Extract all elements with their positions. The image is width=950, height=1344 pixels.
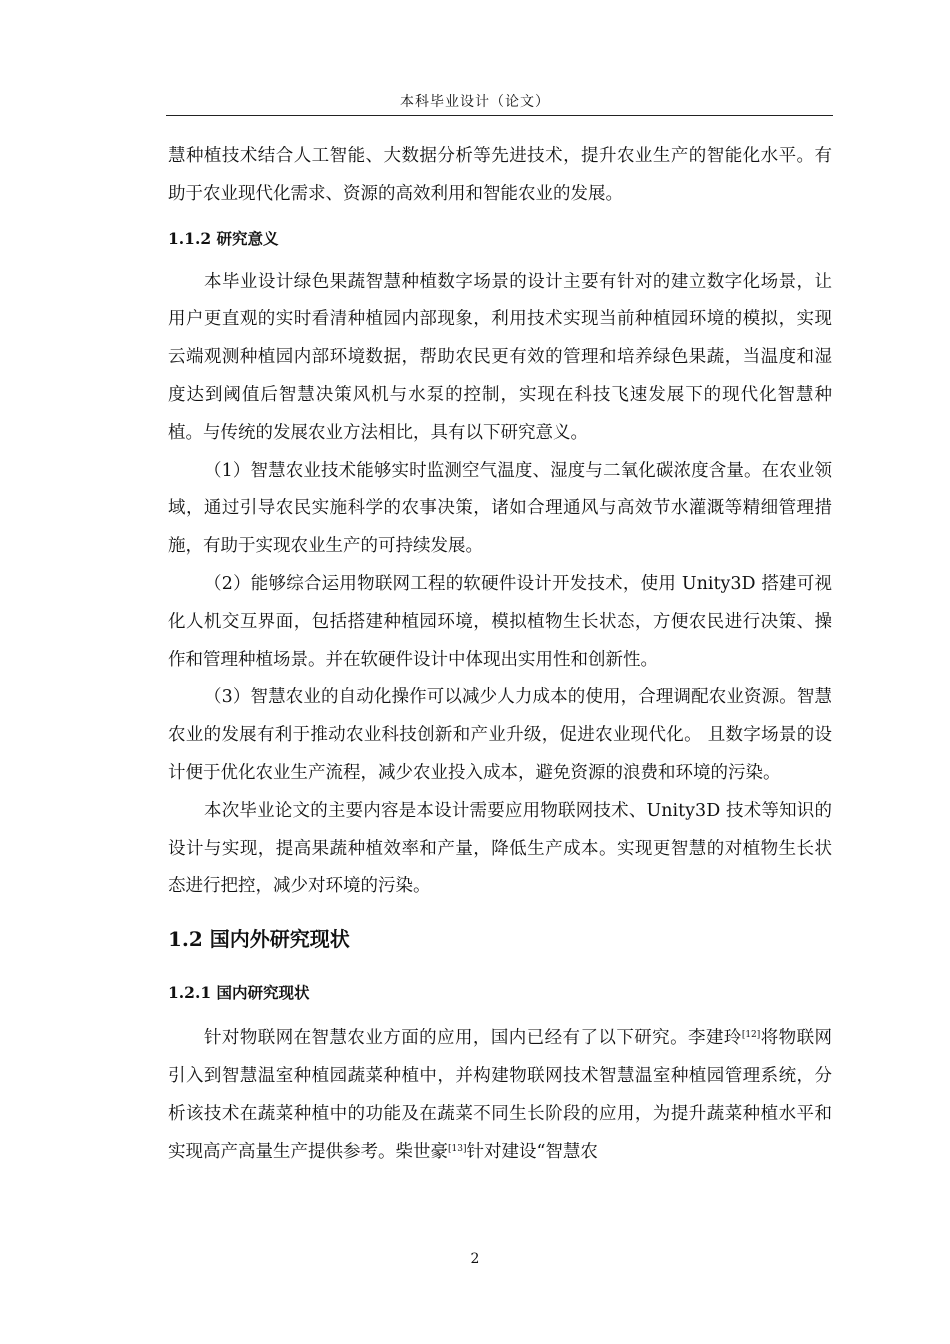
paragraph-significance: 本毕业设计绿色果蔬智慧种植数字场景的设计主要有针对的建立数字化场景，让用户更直观的实时看清种植园内部现象，利用技术实现当前种植园环境的模拟，实现云端观测种植园内部环境数据，帮助农民更有效的管理和培养绿色果蔬，当温度和湿度达到阈值后智慧决策风机与水泵的控制，实现在科技飞速发展下的现代化智慧种植。与传统的发展农业方法相比，具有以下研究意义。 — [168, 271, 832, 443]
paragraph-domestic-research — [168, 1020, 832, 1171]
citation-13[interactable]: [13] — [448, 1143, 467, 1154]
running-header: 本科毕业设计（论文） — [400, 94, 550, 110]
paragraph-point-3: （3）智慧农业的自动化操作可以减少人力成本的使用，合理调配农业资源。智慧农业的发展有利于推动农业科技创新和产业升级，促进农业现代化。 且数字场景的设计便于优化农业生产流程，减少农业投入成本，避免资源的浪费和环境的污染。 — [168, 687, 832, 783]
paragraph-continued: 慧种植技术结合人工智能、大数据分析等先进技术，提升农业生产的智能化水平。有助于农业现代化需求、资源的高效利用和智能农业的发展。 — [168, 146, 832, 204]
text-run: 将物联网引入到智慧温室种植园蔬菜种植中，并构建物联网技术智慧温室种植园管理系统，分析该技术在蔬菜种植中的功能及在蔬菜不同生长阶段的应用，为提升蔬菜种植水平和实现高产高量生产提供参考。柴世豪 — [168, 1028, 833, 1162]
citation-12[interactable]: [12] — [741, 1030, 761, 1041]
section-heading-1-2: 1.2 国内外研究现状 — [168, 927, 350, 952]
section-heading-1-1-2: 1.1.2 研究意义 — [168, 228, 279, 248]
paragraph-point-1: （1）智慧农业技术能够实时监测空气温度、湿度与二氧化碳浓度含量。在农业领域，通过引导农民实施科学的农事决策，诸如合理通风与高效节水灌溉等精细管理措施，有助于实现农业生产的可持续发展。 — [168, 460, 832, 557]
page-number: 2 — [470, 1251, 480, 1267]
text-run: 针对物联网在智慧农业方面的应用，国内已经有了以下研究。李建玲 — [204, 1028, 742, 1049]
text-run: 针对建设“智慧农 — [466, 1141, 598, 1162]
paragraph-summary: 本次毕业论文的主要内容是本设计需要应用物联网技术、Unity3D 技术等知识的设计与实现，提高果蔬种植效率和产量，降低生产成本。实现更智慧的对植物生长状态进行把控，减少对环境的污染。 — [168, 800, 832, 897]
header-divider — [166, 115, 833, 116]
paragraph-point-2: （2）能够综合运用物联网工程的软硬件设计开发技术，使用 Unity3D 搭建可视化人机交互界面，包括搭建种植园环境，模拟植物生长状态，方便农民进行决策、操作和管理种植场景。并在软硬件设计中体现出实用性和创新性。 — [168, 573, 832, 670]
page-content — [168, 138, 832, 1171]
section-heading-1-2-1: 1.2.1 国内研究现状 — [168, 983, 310, 1003]
